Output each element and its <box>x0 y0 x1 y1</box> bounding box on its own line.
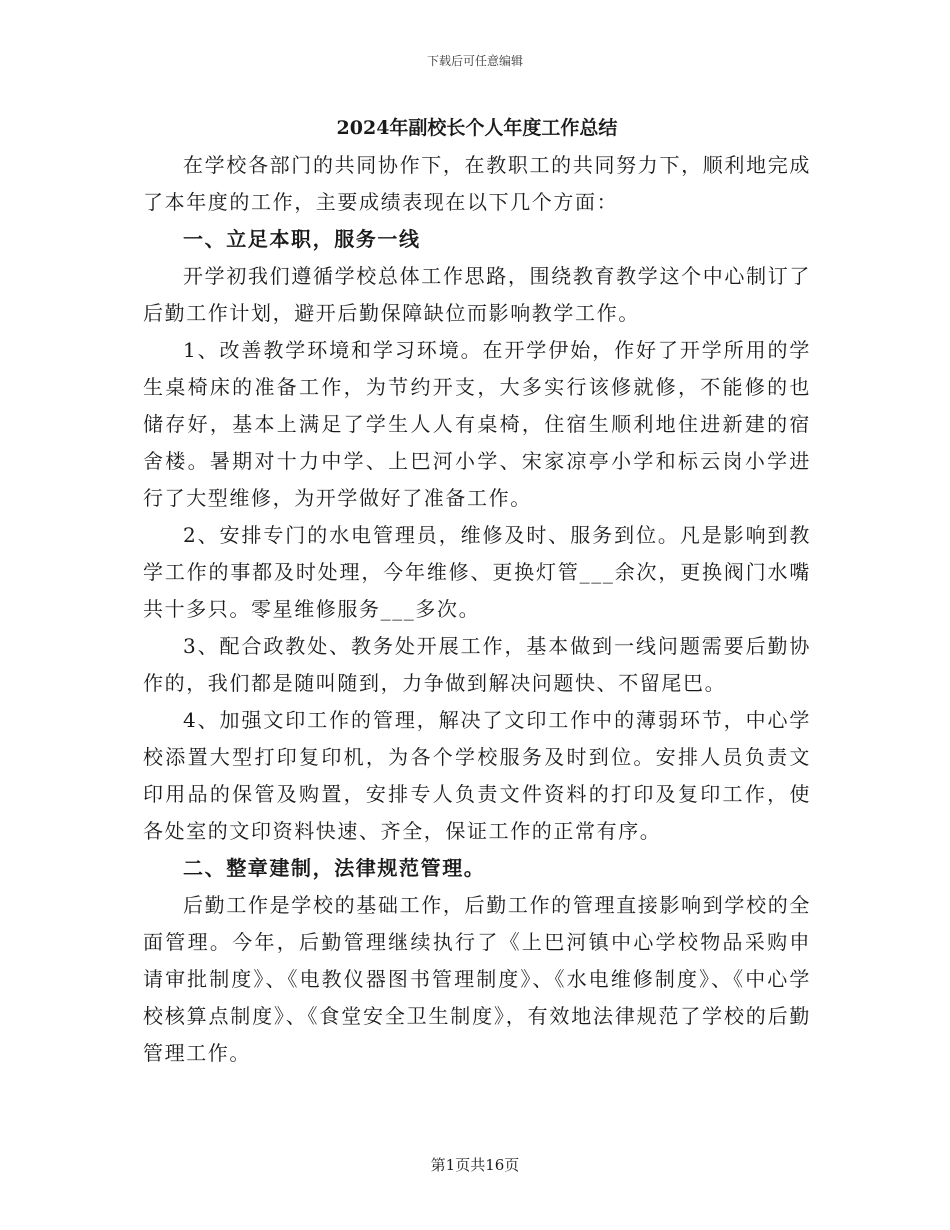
document-title: 2024年副校长个人年度工作总结 <box>336 117 618 139</box>
page-number-footer: 第1页共16页 <box>430 1156 520 1174</box>
section-2-heading: 二、整章建制，法律规范管理。 <box>183 856 486 880</box>
intro-paragraph: 在学校各部门的共同协作下，在教职工的共同努力下，顺利地完成了本年度的工作，主要成绩表现在以下几个方面： <box>143 153 811 214</box>
section-1-paragraph: 开学初我们遵循学校总体工作思路，围绕教育教学这个中心制订了后勤工作计划，避开后勤保障缺位而影响教学工作。 <box>143 264 811 325</box>
section-1-item-2: 2、安排专门的水电管理员，维修及时、服务到位。凡是影响到教学工作的事都及时处理，今年维修、更换灯管___余次，更换阀门水嘴共十多只。零星维修服务___多次。 <box>143 523 811 621</box>
section-1-heading: 一、立足本职，服务一线 <box>183 227 421 251</box>
section-1-item-1: 1、改善教学环境和学习环境。在开学伊始，作好了开学所用的学生桌椅床的准备工作，为节约开支，大多实行该修就修，不能修的也储存好，基本上满足了学生人人有桌椅，住宿生顺利地住进新建的宿舍楼。暑期对十力中学、上巴河小学、宋家凉亭小学和标云岗小学进行了大型维修，为开学做好了准备工作。 <box>143 338 811 510</box>
section-2-paragraph: 后勤工作是学校的基础工作，后勤工作的管理直接影响到学校的全面管理。今年，后勤管理继续执行了《上巴河镇中心学校物品采购申请审批制度》、《电教仪器图书管理制度》、《水电维修制度》、《中心学校核算点制度》、《食堂安全卫生制度》，有效地法律规范了学校的后勤管理工作。 <box>143 893 811 1065</box>
section-1-item-4: 4、加强文印工作的管理，解决了文印工作中的薄弱环节，中心学校添置大型打印复印机，为各个学校服务及时到位。安排人员负责文印用品的保管及购置，安排专人负责文件资料的打印及复印工作，使各处室的文印资料快速、齐全，保证工作的正常有序。 <box>143 708 811 843</box>
section-1-item-3: 3、配合政教处、教务处开展工作，基本做到一线问题需要后勤协作的，我们都是随叫随到，力争做到解决问题快、不留尾巴。 <box>143 634 811 695</box>
header-note: 下载后可任意编辑 <box>426 54 523 68</box>
document-body <box>143 110 811 1072</box>
